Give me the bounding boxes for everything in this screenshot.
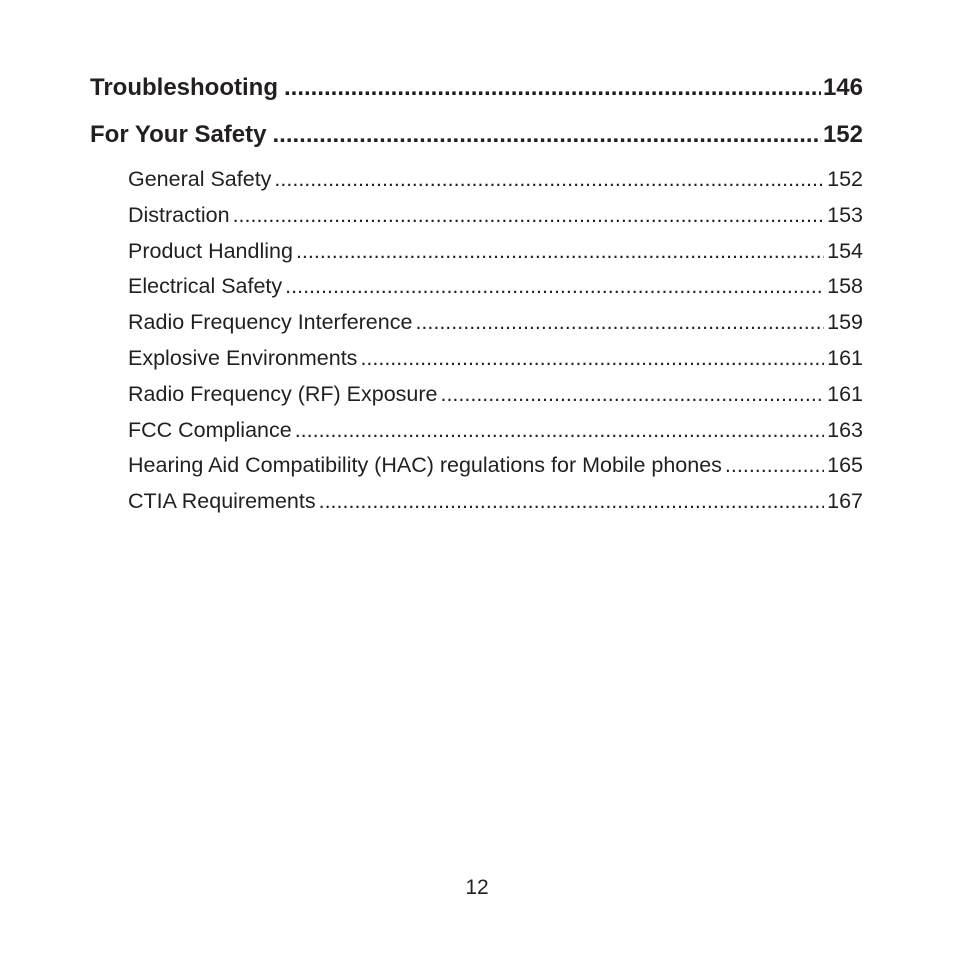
toc-page-number: 165 bbox=[827, 453, 863, 478]
dot-leader bbox=[360, 343, 824, 373]
dot-leader bbox=[284, 70, 821, 106]
toc-section-title: Troubleshooting bbox=[90, 74, 278, 101]
toc-item-title: Explosive Environments bbox=[128, 345, 358, 370]
dot-leader bbox=[415, 307, 824, 337]
toc-item-hearing-aid-compatibility[interactable] bbox=[90, 450, 863, 486]
toc-page-number: 159 bbox=[827, 310, 863, 335]
toc-page-number: 167 bbox=[827, 489, 863, 514]
toc-page-number: 161 bbox=[827, 381, 863, 406]
toc-item-radio-frequency-interference[interactable] bbox=[90, 307, 863, 343]
toc-item-title: Hearing Aid Compatibility (HAC) regulations for Mobile phones bbox=[128, 453, 722, 478]
dot-leader bbox=[272, 117, 820, 153]
dot-leader bbox=[295, 415, 824, 445]
toc-page-number: 158 bbox=[827, 274, 863, 299]
toc-page-number: 161 bbox=[827, 345, 863, 370]
toc-page-number: 154 bbox=[827, 238, 863, 263]
toc-item-title: Radio Frequency (RF) Exposure bbox=[128, 381, 438, 406]
toc-item-title: General Safety bbox=[128, 167, 272, 191]
toc-item-fcc-compliance[interactable] bbox=[90, 415, 863, 451]
toc-item-electrical-safety[interactable] bbox=[90, 271, 863, 307]
toc-item-explosive-environments[interactable] bbox=[90, 343, 863, 379]
toc-item-title: CTIA Requirements bbox=[128, 489, 316, 514]
toc-section-title: For Your Safety bbox=[90, 121, 267, 148]
toc-item-title: Radio Frequency Interference bbox=[128, 310, 413, 335]
toc-item-distraction[interactable] bbox=[90, 200, 863, 236]
toc-page-number: 163 bbox=[827, 417, 863, 442]
toc-item-title: Electrical Safety bbox=[128, 274, 283, 299]
toc-page-number: 153 bbox=[827, 202, 863, 227]
dot-leader bbox=[285, 271, 824, 301]
toc-item-title: Product Handling bbox=[128, 238, 293, 263]
page-footer-number: 12 bbox=[465, 876, 489, 899]
toc-page-number: 152 bbox=[827, 167, 863, 191]
toc-item-product-handling[interactable] bbox=[90, 236, 863, 272]
dot-leader bbox=[296, 236, 824, 266]
toc-section-for-your-safety[interactable] bbox=[90, 117, 863, 164]
toc-page-number: 152 bbox=[822, 121, 863, 148]
dot-leader bbox=[440, 379, 824, 409]
dot-leader bbox=[725, 450, 824, 480]
toc-item-title: FCC Compliance bbox=[128, 417, 292, 442]
toc-item-ctia-requirements[interactable] bbox=[90, 486, 863, 522]
toc-section-troubleshooting[interactable] bbox=[90, 70, 863, 117]
toc-item-general-safety[interactable] bbox=[90, 164, 863, 200]
dot-leader bbox=[319, 486, 825, 516]
dot-leader bbox=[233, 200, 825, 230]
toc-page-number: 146 bbox=[822, 74, 863, 101]
table-of-contents bbox=[90, 70, 863, 522]
dot-leader bbox=[274, 164, 824, 194]
toc-item-rf-exposure[interactable] bbox=[90, 379, 863, 415]
toc-item-title: Distraction bbox=[128, 202, 230, 227]
